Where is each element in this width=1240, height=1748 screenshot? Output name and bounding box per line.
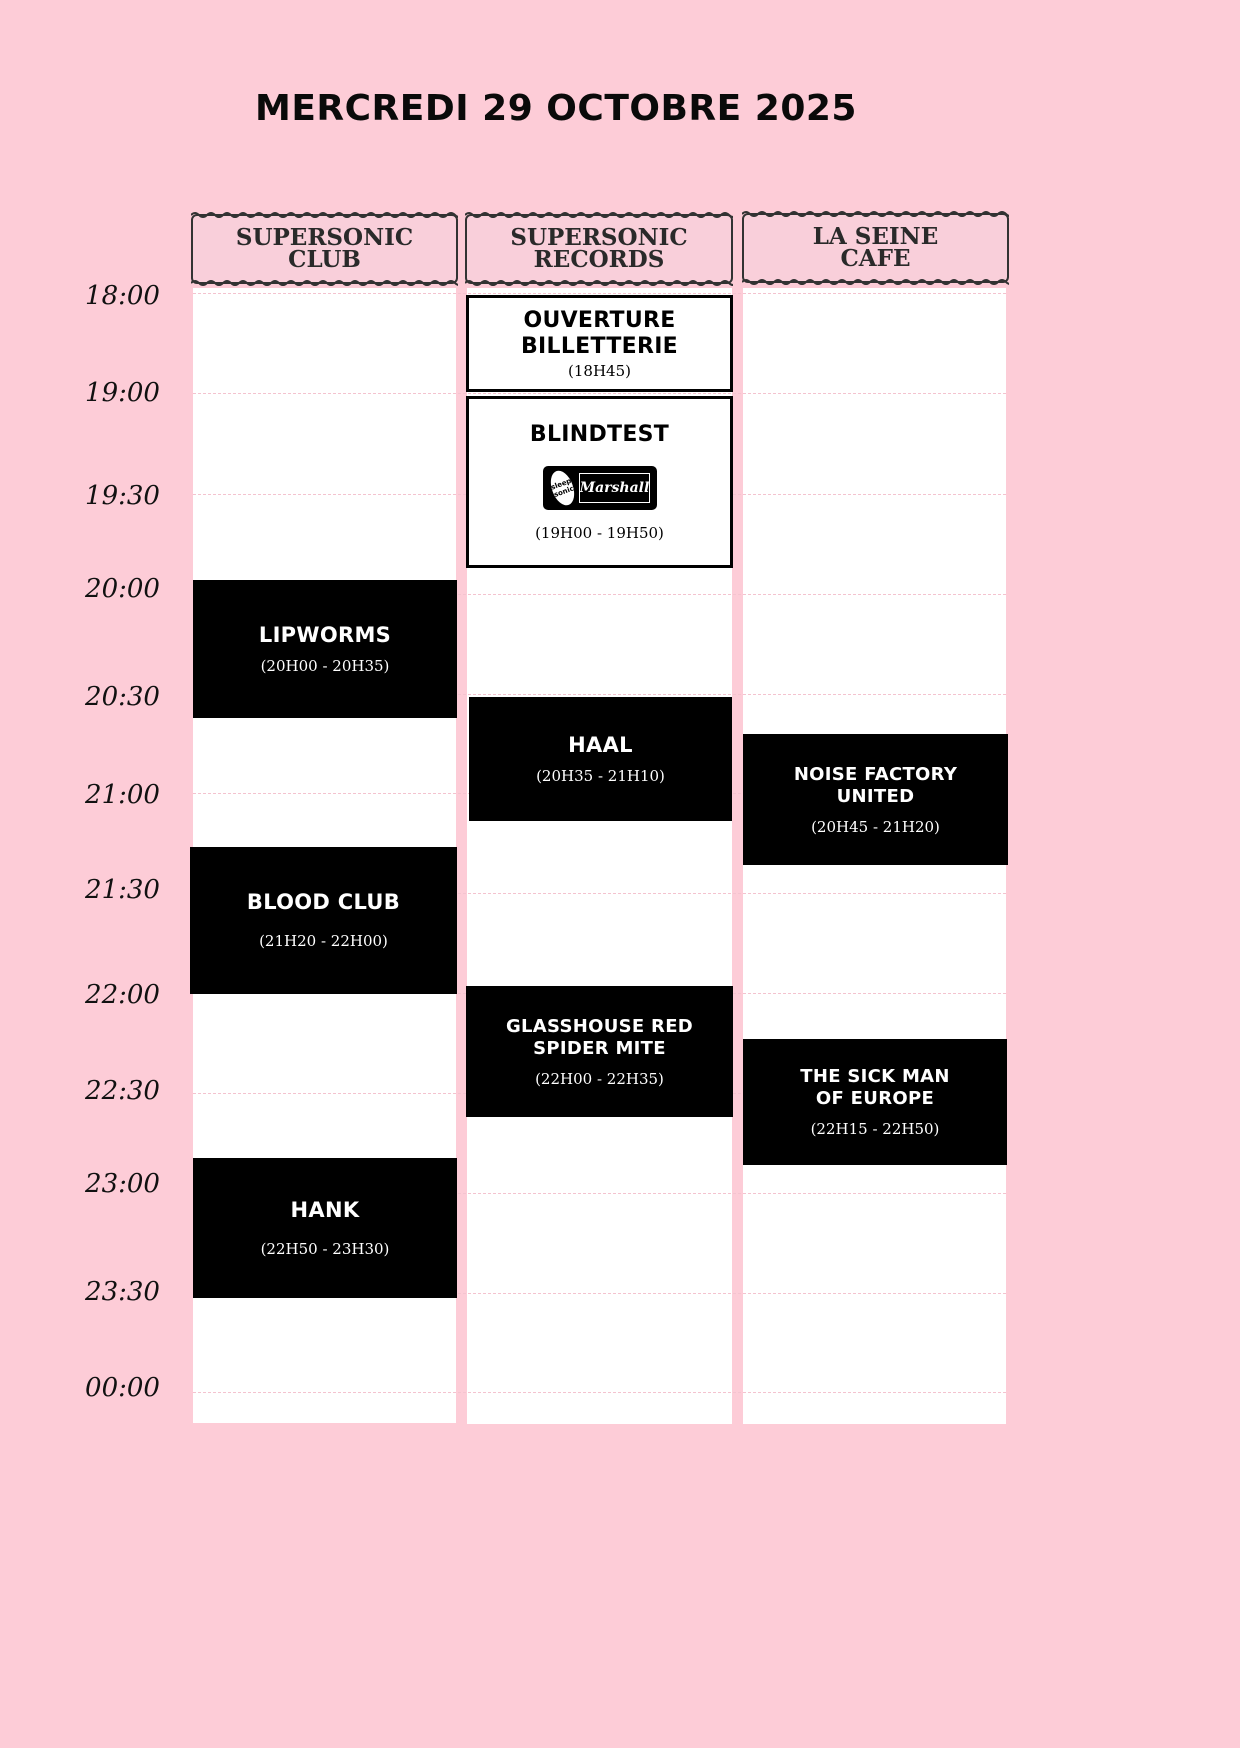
event-name: NOISE FACTORY UNITED bbox=[793, 763, 958, 807]
marshall-logo: Marshall bbox=[579, 473, 651, 503]
event-name: THE SICK MAN OF EUROPE bbox=[800, 1066, 950, 1109]
event-name: LIPWORMS bbox=[258, 622, 392, 647]
venue-header-la-seine-cafe bbox=[742, 213, 1009, 283]
time-label: 21:00 bbox=[85, 780, 160, 810]
time-label: 22:30 bbox=[85, 1076, 160, 1106]
event-name: OUVERTURE BILLETTERIE bbox=[520, 307, 679, 359]
wave-border-bottom bbox=[742, 278, 1009, 286]
wave-border-top bbox=[465, 211, 733, 219]
time-label: 23:00 bbox=[85, 1169, 160, 1199]
venue-header-supersonic-records bbox=[465, 214, 733, 284]
event-time: (20H00 - 20H35) bbox=[260, 656, 390, 675]
time-label: 20:00 bbox=[85, 574, 160, 604]
event-name: BLINDTEST bbox=[529, 422, 670, 447]
page-title: MERCREDI 29 OCTOBRE 2025 bbox=[255, 88, 857, 129]
time-label: 18:00 bbox=[85, 281, 160, 311]
event-ouverture-billetterie bbox=[466, 295, 733, 392]
venue-name: SUPERSONIC CLUB bbox=[235, 224, 414, 273]
event-haal bbox=[469, 697, 732, 821]
event-name: BLOOD CLUB bbox=[246, 890, 401, 914]
time-label: 21:30 bbox=[85, 875, 160, 905]
event-blindtest bbox=[466, 396, 733, 568]
event-time: (22H00 - 22H35) bbox=[535, 1069, 664, 1088]
venue-name: LA SEINE CAFE bbox=[812, 223, 939, 272]
event-time: (20H45 - 21H20) bbox=[811, 817, 940, 836]
event-glasshouse-red-spider-mite bbox=[466, 986, 733, 1117]
event-time: (22H15 - 22H50) bbox=[810, 1120, 940, 1138]
wave-border-top bbox=[742, 210, 1009, 218]
event-time: (20H35 - 21H10) bbox=[536, 766, 665, 785]
time-label: 19:00 bbox=[85, 378, 160, 408]
event-noise-factory-united bbox=[743, 734, 1008, 865]
time-label: 19:30 bbox=[85, 481, 160, 511]
venue-name: SUPERSONIC RECORDS bbox=[510, 224, 688, 273]
event-name: GLASSHOUSE RED SPIDER MITE bbox=[505, 1015, 694, 1059]
time-label: 23:30 bbox=[85, 1277, 160, 1307]
event-hank bbox=[193, 1158, 457, 1298]
sponsor-logo bbox=[543, 466, 657, 510]
event-time: (19H00 - 19H50) bbox=[535, 524, 664, 542]
time-label: 20:30 bbox=[85, 682, 160, 712]
wave-border-top bbox=[191, 211, 458, 219]
wave-border-bottom bbox=[191, 279, 458, 287]
time-label: 22:00 bbox=[85, 980, 160, 1010]
event-blood-club bbox=[190, 847, 457, 994]
event-time: (21H20 - 22H00) bbox=[259, 932, 388, 950]
event-name: HANK bbox=[290, 1197, 360, 1222]
event-time: (22H50 - 23H30) bbox=[260, 1239, 390, 1258]
event-name: HAAL bbox=[568, 732, 633, 757]
sleep-sonic-logo: sleep sonic bbox=[543, 465, 580, 511]
time-label: 00:00 bbox=[85, 1373, 160, 1403]
event-time: (18H45) bbox=[568, 361, 631, 380]
event-the-sick-man-of-europe bbox=[743, 1039, 1007, 1165]
venue-header-supersonic-club bbox=[191, 214, 458, 284]
event-lipworms bbox=[193, 580, 457, 718]
wave-border-bottom bbox=[465, 279, 733, 287]
